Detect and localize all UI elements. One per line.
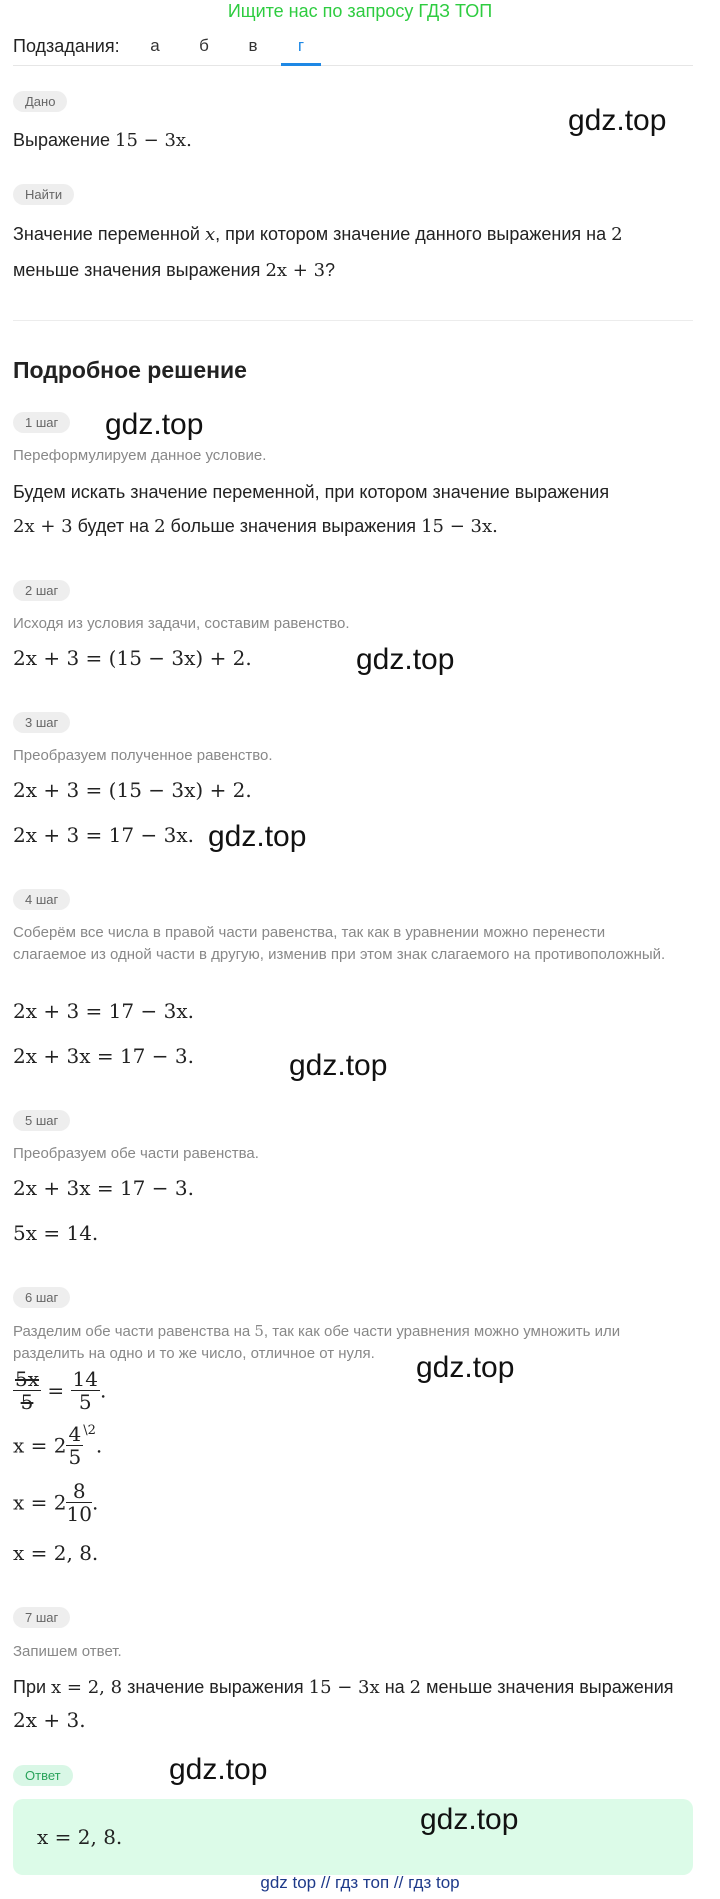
step-6-eq-2: x = 2 $\frac{4}{5}$ $^{\backslash 2}$.	[13, 1422, 103, 1469]
find-line1-mid: , при котором значение данного выражения на	[215, 224, 607, 244]
watermark: gdz.top	[289, 1049, 388, 1082]
watermark: gdz.top	[568, 104, 667, 137]
step-3-chip: 3 шаг	[13, 712, 70, 733]
step-6-note	[13, 1320, 693, 1365]
find-line1-text: Значение переменной	[13, 224, 200, 244]
tab-v[interactable]: в	[248, 36, 258, 55]
tab-g[interactable]: г	[297, 36, 305, 55]
search-banner: Ищите нас по запросу ГДЗ ТОП	[227, 1, 493, 21]
step-3-eq-2: 2x + 3 = 17 − 3x.	[13, 823, 194, 847]
watermark: gdz.top	[208, 820, 307, 853]
find-question-mark: ?	[325, 260, 336, 280]
step-6-eq-4: x = 2, 8.	[13, 1541, 99, 1565]
step-6-eq-1: $\frac{5x}{5}$ = $\frac{14}{5}$ .	[15, 1367, 107, 1414]
find-line-2	[13, 257, 335, 284]
step-6-eq3-lhs: x = 2	[13, 1490, 67, 1515]
footer-separator: //	[393, 1873, 404, 1892]
find-var: x	[204, 224, 216, 245]
step-4-eq-2: 2x + 3x = 17 − 3.	[13, 1044, 194, 1068]
step-7-prefix: При	[13, 1677, 47, 1697]
fraction-numerator: 5x	[15, 1367, 40, 1391]
step-1-note: Переформулируем данное условие.	[13, 447, 267, 464]
step-3-eq-1: 2x + 3 = (15 − 3x) + 2.	[13, 778, 252, 802]
answer-value: x = 2, 8.	[37, 1825, 123, 1849]
given-chip: Дано	[13, 91, 67, 112]
step-4-eq-1: 2x + 3 = 17 − 3x.	[13, 999, 194, 1023]
fraction-denominator: 10	[66, 1502, 92, 1526]
watermark: gdz.top	[105, 408, 204, 441]
step-5-chip: 5 шаг	[13, 1110, 70, 1131]
given-expr: 15 − 3x.	[115, 130, 192, 151]
footer-link-gdz-top-ru[interactable]: гдз топ	[335, 1873, 390, 1892]
step-6-eq-3: x = 2 $\frac{8}{10}$ .	[13, 1479, 99, 1526]
step-4-chip: 4 шаг	[13, 889, 70, 910]
step-7-line-2: 2x + 3.	[13, 1708, 86, 1732]
find-chip: Найти	[13, 184, 74, 205]
fraction	[66, 1480, 91, 1525]
subtasks-bar	[13, 30, 693, 66]
fraction-denominator: 5	[20, 1390, 34, 1414]
footer-separator: //	[320, 1873, 331, 1892]
fraction-numerator: 14	[72, 1367, 98, 1391]
watermark: gdz.top	[356, 643, 455, 676]
step-1-line-2	[13, 513, 498, 540]
step-7-chip: 7 шаг	[13, 1607, 70, 1628]
step-2-eq-1: 2x + 3 = (15 − 3x) + 2.	[13, 646, 252, 670]
step-1-mid: будет на	[77, 516, 150, 536]
step-7-expr-1: x = 2, 8	[51, 1677, 123, 1698]
solution-title: Подробное решение	[13, 357, 247, 383]
step-1-line-1: Будем искать значение переменной, при котором значение выражения	[13, 482, 610, 502]
footer-links	[0, 1873, 720, 1893]
watermark: gdz.top	[420, 1803, 519, 1836]
step-5-eq-2: 5x = 14.	[13, 1221, 99, 1245]
footer-link-gdz-top[interactable]: gdz top	[260, 1873, 317, 1892]
step-6-multiplier: \2	[83, 1423, 96, 1438]
step-1-chip: 1 шаг	[13, 412, 70, 433]
step-4-note: Соберём все числа в правой части равенства, так как в уравнении можно перенести слагаемое из одной части в другую, изменив при этом знак слагаемого на противоположный.	[13, 924, 666, 963]
fraction-denominator: 5	[78, 1390, 92, 1414]
section-divider	[13, 320, 693, 321]
fraction-numerator: 8	[66, 1480, 91, 1503]
given-text	[13, 127, 192, 154]
step-7-mid: значение выражения	[127, 1677, 304, 1697]
subtasks-label: Подзадания:	[13, 36, 120, 56]
fraction	[13, 1368, 41, 1413]
find-line-1	[13, 221, 623, 248]
fraction-numerator: 4	[68, 1422, 82, 1446]
active-tab-indicator	[281, 63, 321, 66]
step-7-mid-2: на	[384, 1677, 405, 1697]
step-6-chip: 6 шаг	[13, 1287, 70, 1308]
step-1-expr-2: 15 − 3x.	[421, 516, 498, 537]
step-6-note-prefix: Разделим обе части равенства на	[13, 1323, 251, 1340]
step-6-note-num: 5	[254, 1322, 264, 1340]
step-7-num: 2	[409, 1677, 422, 1698]
step-3-note: Преобразуем полученное равенство.	[13, 747, 273, 764]
step-7-suffix: меньше значения выражения	[426, 1677, 674, 1697]
find-expr: 2x + 3	[265, 260, 326, 281]
step-6-note-suffix: , так как обе части уравнения можно умножить или разделить на одно и то же число, отличное от нуля.	[13, 1323, 621, 1362]
step-1-mid-2: больше значения выражения	[170, 516, 417, 536]
step-6-eq2-lhs: x = 2	[13, 1433, 67, 1458]
step-1-num: 2	[154, 516, 166, 537]
given-prefix: Выражение	[13, 130, 111, 150]
watermark: gdz.top	[416, 1351, 515, 1384]
tab-b[interactable]: б	[199, 36, 209, 55]
step-2-note: Исходя из условия задачи, составим равенство.	[13, 615, 350, 632]
step-7-note: Запишем ответ.	[13, 1643, 122, 1660]
find-line2-text: меньше значения выражения	[13, 260, 261, 280]
step-2-chip: 2 шаг	[13, 580, 70, 601]
fraction-denominator: 5	[68, 1445, 82, 1469]
fraction	[66, 1423, 83, 1468]
watermark: gdz.top	[169, 1753, 268, 1786]
answer-box	[13, 1799, 693, 1875]
step-7-expr-2: 15 − 3x	[308, 1677, 380, 1698]
answer-chip: Ответ	[13, 1765, 73, 1786]
step-1-expr-1: 2x + 3	[13, 516, 73, 537]
tab-a[interactable]: а	[150, 36, 160, 55]
step-5-eq-1: 2x + 3x = 17 − 3.	[13, 1176, 194, 1200]
find-number: 2	[611, 224, 623, 245]
step-5-note: Преобразуем обе части равенства.	[13, 1145, 259, 1162]
step-7-line-1	[13, 1674, 674, 1701]
footer-link-gdz-top-mixed[interactable]: гдз top	[408, 1873, 460, 1892]
fraction	[71, 1368, 100, 1413]
